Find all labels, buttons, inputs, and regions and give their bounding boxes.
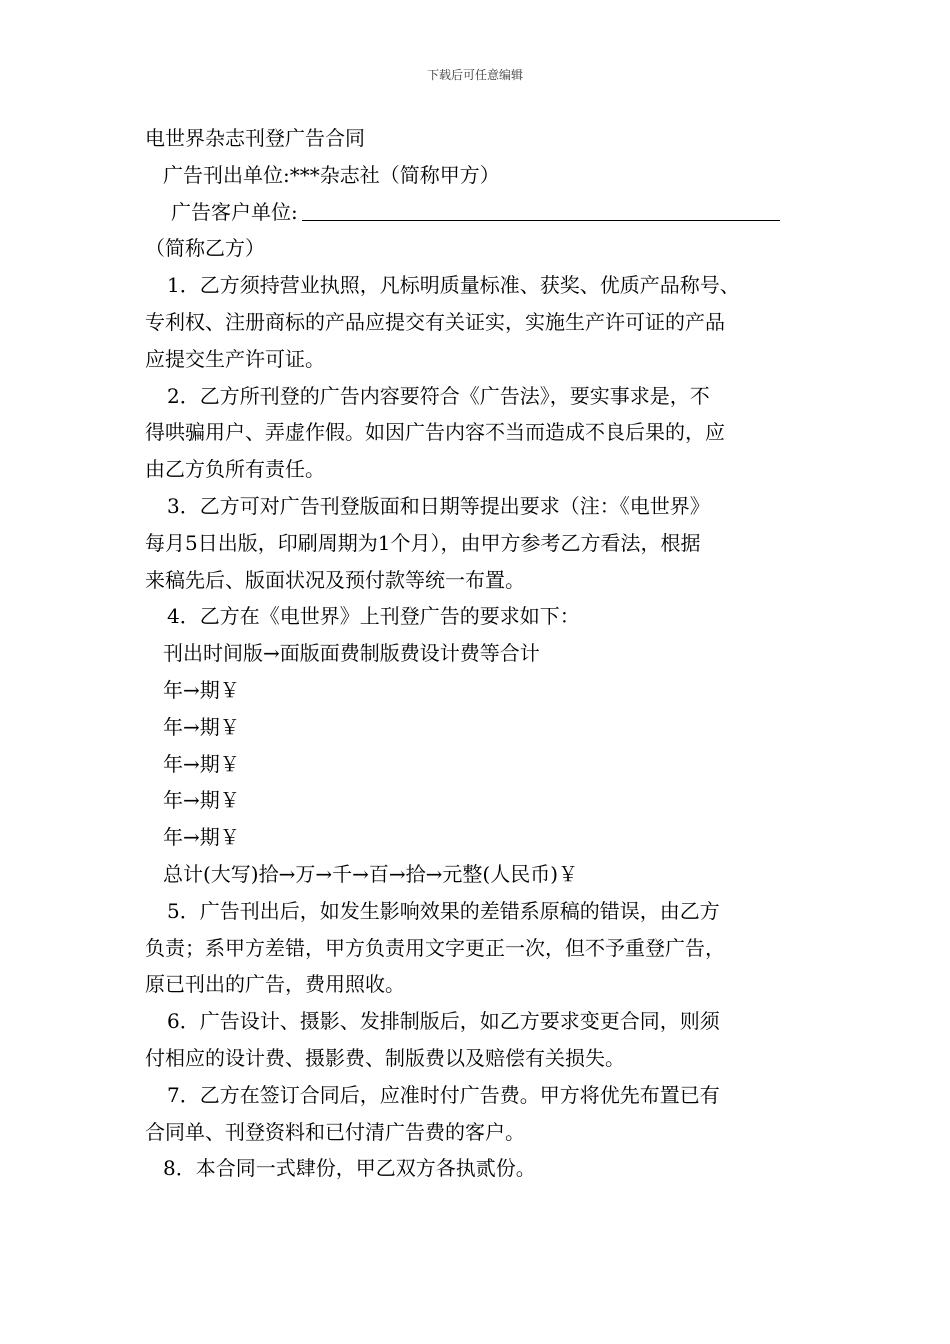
page-header: 下载后可任意编辑 [426,68,523,82]
clause-5-line-1: 5．广告刊出后，如发生影响效果的差错系原稿的错误，由乙方 [167,898,720,923]
clause-1-line-3: 应提交生产许可证。 [145,346,325,371]
clause-2-line-1: 2．乙方所刊登的广告内容要符合《广告法》，要实事求是，不 [167,383,710,408]
party-b-line [145,194,835,231]
contract-title: 电世界杂志刊登广告合同 [145,126,365,150]
clause-8: 8．本合同一式肆份，甲乙双方各执贰份。 [163,1156,536,1181]
clause-3-line-3: 来稿先后、版面状况及预付款等统一布置。 [145,567,525,592]
clause-6-line-2: 付相应的设计费、摄影费、制版费以及赔偿有关损失。 [145,1045,625,1070]
party-a-line: 广告刊出单位:***杂志社（简称甲方） [163,162,500,187]
clause-5-line-3: 原已刊出的广告，费用照收。 [145,972,405,997]
fee-total: 总计(大写)拾→万→千→百→拾→元整(人民币)￥ [163,861,578,886]
clause-3-line-2: 每月5日出版，印刷周期为1个月），由甲方参考乙方看法，根据 [145,530,701,555]
clause-2-line-2: 得哄骗用户、弄虚作假。如因广告内容不当而造成不良后果的，应 [145,420,725,445]
clause-5-line-2: 负责；系甲方差错，甲方负责用文字更正一次，但不予重登广告， [145,935,725,960]
fee-table-row: 年→期￥ [163,714,240,739]
party-b-label: 广告客户单位: [171,199,298,224]
fee-table-row: 年→期￥ [163,751,240,776]
clause-2-line-3: 由乙方负所有责任。 [145,457,325,482]
fee-table-row: 年→期￥ [163,825,240,850]
clause-1-line-1: 1．乙方须持营业执照，凡标明质量标准、获奖、优质产品称号、 [167,273,740,298]
clause-3-line-1: 3．乙方可对广告刊登版面和日期等提出要求（注：《电世界》 [167,493,710,518]
fee-table-header: 刊出时间版→面版面费制版费设计费等合计 [163,641,540,666]
clause-4: 4．乙方在《电世界》上刊登广告的要求如下： [167,604,580,629]
clause-6-line-1: 6．广告设计、摄影、发排制版后，如乙方要求变更合同，则须 [167,1009,720,1034]
clause-1-line-2: 专利权、注册商标的产品应提交有关证实，实施生产许可证的产品 [145,309,725,334]
party-b-blank[interactable] [302,196,780,221]
clause-7-line-1: 7．乙方在签订合同后，应准时付广告费。甲方将优先布置已有 [167,1082,720,1107]
fee-table-row: 年→期￥ [163,677,240,702]
party-b-suffix: （简称乙方） [145,236,265,261]
fee-table-row: 年→期￥ [163,788,240,813]
clause-7-line-2: 合同单、刊登资料和已付清广告费的客户。 [145,1119,525,1144]
contract-document [145,120,835,1187]
